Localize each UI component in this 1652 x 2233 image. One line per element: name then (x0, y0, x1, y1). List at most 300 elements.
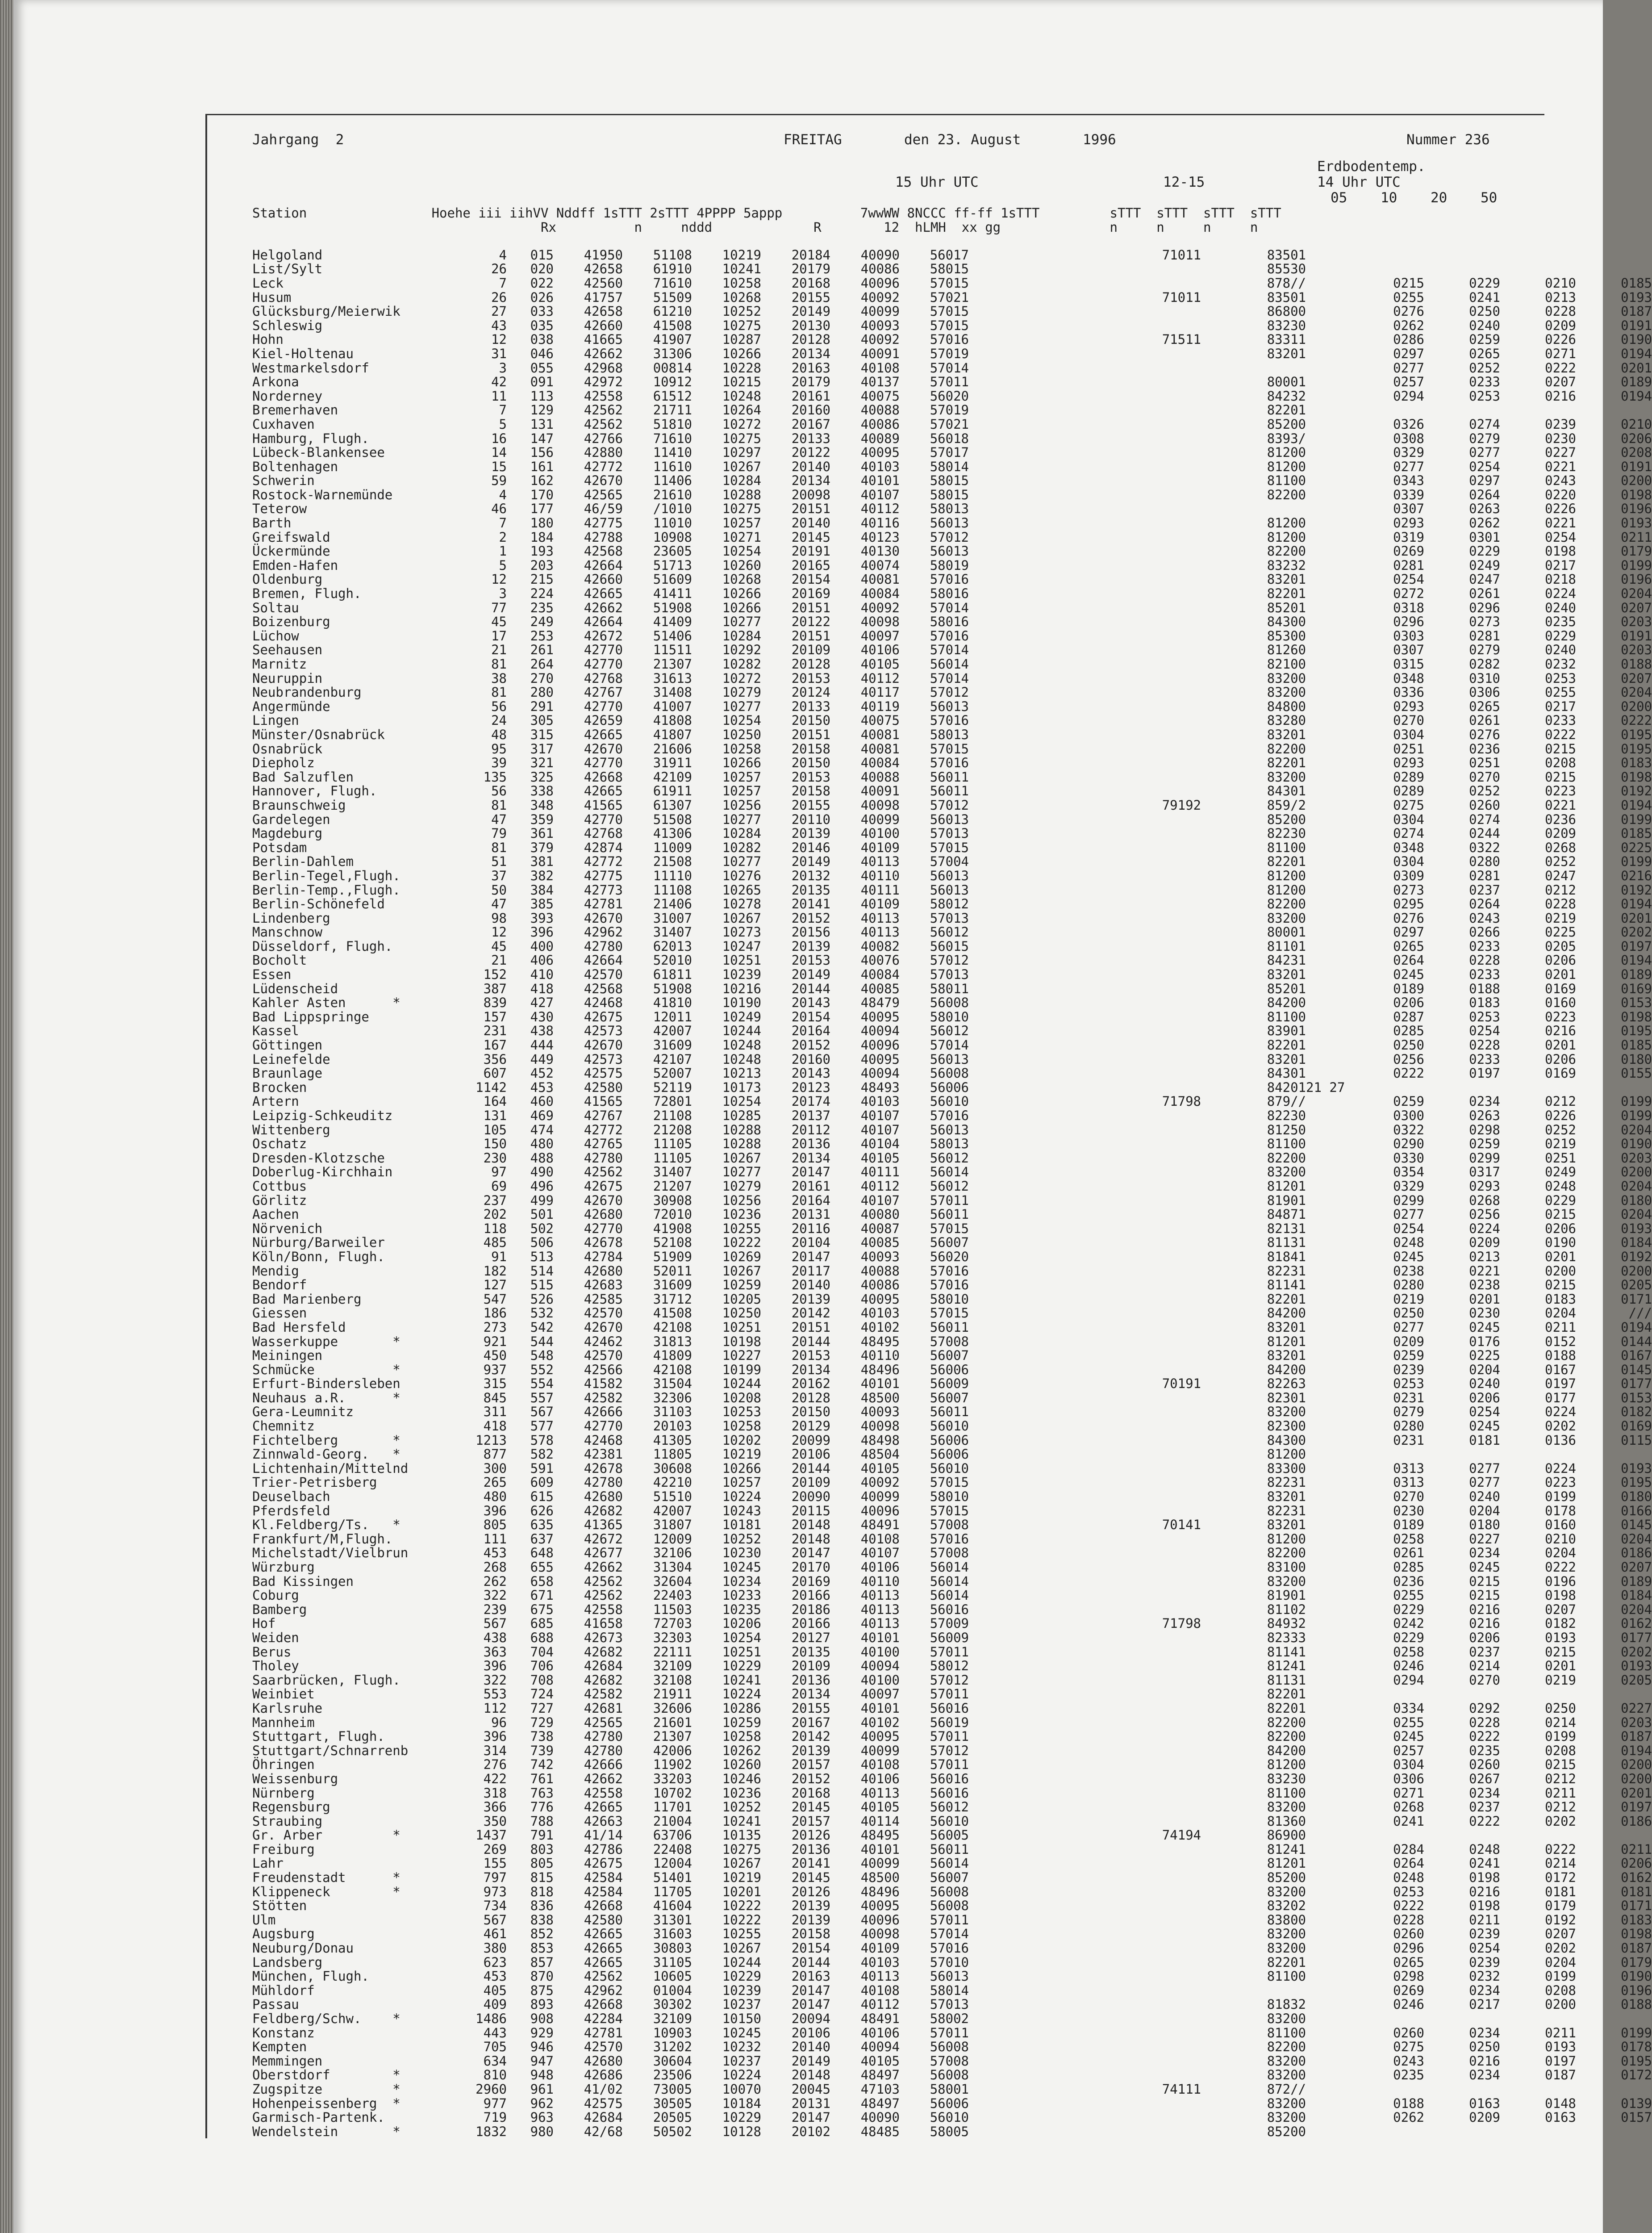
cell-stt50: 0180 (1621, 1192, 1652, 1208)
cell-stt50: 0211 (1621, 1841, 1652, 1857)
cell-5appp: 56013 (930, 811, 969, 827)
cell-1sttt: 10248 (722, 1051, 761, 1067)
cell-hoehe: 3 (499, 586, 507, 602)
cell-iii: 379 (530, 840, 554, 855)
cell-iii: 184 (530, 529, 554, 545)
cell-2sttt: 20140 (791, 515, 830, 531)
erdboden-label: Erdbodentemp. (1317, 159, 1426, 175)
cell-stt10: 0228 (1469, 1037, 1500, 1053)
cell-stt05: 0276 (1393, 910, 1424, 926)
cell-5appp: 57015 (930, 1305, 969, 1321)
cell-iihvv: 41950 (584, 247, 623, 263)
cell-hoehe: 5 (499, 416, 507, 432)
cell-stt50: 0193 (1621, 1221, 1652, 1236)
cell-hoehe: 231 (483, 1023, 507, 1039)
cell-nddff: 31301 (653, 1912, 692, 1928)
cell-4pppp: 40112 (860, 1178, 900, 1194)
cell-iihvv: 42780 (584, 1743, 623, 1758)
cell-iihvv: 42565 (584, 487, 623, 502)
cell-stt05: 0326 (1393, 416, 1424, 432)
cell-nddff: 31807 (653, 1517, 692, 1533)
cell-8nccc: 82201 (1267, 1954, 1306, 1970)
cell-1sttt: 10252 (722, 304, 761, 319)
cell-iihvv: 42673 (584, 1630, 623, 1645)
cell-stt05: 0268 (1393, 1799, 1424, 1815)
cell-stt10: 0216 (1469, 1616, 1500, 1631)
cell-iihvv: 42664 (584, 953, 623, 968)
cell-station: Rostock-Warnemünde (252, 487, 393, 502)
cell-iihvv: 42770 (584, 642, 623, 658)
cell-iii: 203 (530, 557, 554, 573)
cell-2sttt: 20137 (791, 1108, 830, 1124)
cell-iii: 305 (530, 713, 554, 728)
cell-8nccc: 81250 (1267, 1122, 1306, 1137)
table-row (252, 1165, 1652, 1179)
cell-8nccc: 82231 (1267, 1263, 1306, 1279)
cell-stt05: 0261 (1393, 1545, 1424, 1561)
cell-8nccc: 84300 (1267, 614, 1306, 630)
cell-station: Lüdenscheid (252, 981, 338, 996)
cell-station: Klippeneck * (252, 1884, 400, 1899)
cell-1sttt: 10277 (722, 854, 761, 870)
cell-nddff: 31408 (653, 685, 692, 700)
cell-stt10: 0244 (1469, 826, 1500, 841)
cell-5appp: 56011 (930, 1404, 969, 1420)
cell-2sttt: 20147 (791, 1982, 830, 1998)
cell-stt20: 0193 (1545, 2039, 1576, 2055)
cell-5appp: 57016 (930, 332, 969, 347)
cell-hoehe: 877 (483, 1447, 507, 1462)
cell-stt50: 0198 (1621, 1009, 1652, 1025)
cell-2sttt: 20109 (791, 642, 830, 658)
table-row (252, 586, 1652, 601)
cell-8nccc: 82200 (1267, 544, 1306, 559)
cell-hoehe: 265 (483, 1475, 507, 1490)
cell-nddff: 71610 (653, 275, 692, 291)
table-row (252, 925, 1652, 940)
cell-stt50: 0196 (1621, 572, 1652, 587)
cell-5appp: 58013 (930, 501, 969, 517)
cell-1sttt: 10241 (722, 261, 761, 277)
cell-nddff: 51401 (653, 1870, 692, 1886)
cell-iihvv: 42786 (584, 1841, 623, 1857)
cell-5appp: 58014 (930, 1982, 969, 1998)
cell-5appp: 56008 (930, 2067, 969, 2083)
cell-stt10: 0259 (1469, 1136, 1500, 1152)
cell-hoehe: 318 (483, 1785, 507, 1801)
cell-4pppp: 40076 (860, 953, 900, 968)
table-row (252, 1320, 1652, 1334)
cell-station: Bad Lippspringe (252, 1009, 369, 1025)
cell-stt05: 0255 (1393, 289, 1424, 305)
cell-5appp: 56013 (930, 1051, 969, 1067)
cell-station: Bad Kissingen (252, 1573, 354, 1589)
cell-iii: 544 (530, 1334, 554, 1349)
cell-iihvv: 42768 (584, 670, 623, 686)
cell-station: Görlitz (252, 1192, 307, 1208)
cell-2sttt: 20106 (791, 1447, 830, 1462)
cell-iii: 577 (530, 1418, 554, 1434)
cell-4pppp: 40113 (860, 910, 900, 926)
cell-stt20: 0192 (1545, 1912, 1576, 1928)
cell-stt10: 0229 (1469, 275, 1500, 291)
cell-iihvv: 41565 (584, 797, 623, 813)
cell-8nccc: 83280 (1267, 713, 1306, 728)
cell-iii: 870 (530, 1969, 554, 1984)
cell-nddff: 52108 (653, 1235, 692, 1250)
cell-station: Seehausen (252, 642, 323, 658)
cell-1sttt: 10150 (722, 2011, 761, 2027)
cell-iihvv: 41365 (584, 1517, 623, 1533)
cell-2sttt: 20151 (791, 1319, 830, 1335)
cell-iii: 177 (530, 501, 554, 517)
cell-4pppp: 40116 (860, 515, 900, 531)
cell-8nccc: 83901 (1267, 1023, 1306, 1039)
cell-1sttt: 10229 (722, 2110, 761, 2125)
cell-station: Manschnow (252, 924, 323, 940)
cell-iihvv: 42462 (584, 1334, 623, 1349)
cell-stt05: 0339 (1393, 487, 1424, 502)
cell-iihvv: 42659 (584, 713, 623, 728)
cell-hoehe: 5 (499, 557, 507, 573)
cell-nddff: 51508 (653, 811, 692, 827)
cell-2sttt: 20150 (791, 1404, 830, 1420)
table-row (252, 1250, 1652, 1264)
cell-1sttt: 10276 (722, 868, 761, 883)
cell-4pppp: 40109 (860, 1940, 900, 1956)
cell-stt05: 0277 (1393, 459, 1424, 474)
cell-stt05: 0290 (1393, 1136, 1424, 1152)
cell-iii: 348 (530, 797, 554, 813)
cell-stt20: 0212 (1545, 882, 1576, 898)
cell-5appp: 57016 (930, 1531, 969, 1547)
cell-5appp: 57014 (930, 670, 969, 686)
cell-5appp: 57021 (930, 416, 969, 432)
cell-stt50: 0197 (1621, 938, 1652, 954)
station-table (252, 248, 1652, 2139)
table-row (252, 2124, 1652, 2139)
cell-iii: 418 (530, 981, 554, 996)
cell-stt10: 0222 (1469, 1813, 1500, 1829)
cell-4pppp: 40088 (860, 1263, 900, 1279)
cell-stt50: 0189 (1621, 1573, 1652, 1589)
cell-8nccc: 82200 (1267, 1545, 1306, 1561)
cell-stt20: 0207 (1545, 1602, 1576, 1617)
cell-stt20: 0207 (1545, 1926, 1576, 1942)
cell-iii: 385 (530, 896, 554, 912)
cell-station: Hannover, Flugh. (252, 783, 377, 799)
cell-1sttt: 10251 (722, 1319, 761, 1335)
cell-1sttt: 10284 (722, 473, 761, 489)
cell-nddff: 21606 (653, 741, 692, 757)
table-row (252, 502, 1652, 516)
cell-nddff: 30908 (653, 1192, 692, 1208)
cell-iii: 557 (530, 1390, 554, 1405)
cell-iihvv: 42770 (584, 698, 623, 714)
cell-2sttt: 20144 (791, 1460, 830, 1476)
cell-stt20: 0197 (1545, 1376, 1576, 1392)
cell-station: Bremerhaven (252, 402, 338, 418)
cell-station: Öhringen (252, 1757, 315, 1773)
cell-1sttt: 10252 (722, 1531, 761, 1547)
cell-stt05: 0277 (1393, 1207, 1424, 1222)
cell-1sttt: 10267 (722, 1856, 761, 1871)
cell-stt10: 0279 (1469, 431, 1500, 446)
cell-1sttt: 10268 (722, 572, 761, 587)
cell-station: Osnabrück (252, 741, 323, 757)
cell-2sttt: 20133 (791, 698, 830, 714)
cell-stt10: 0217 (1469, 1997, 1500, 2012)
cell-nddff: 41305 (653, 1432, 692, 1448)
cell-2sttt: 20155 (791, 289, 830, 305)
table-row (252, 1024, 1652, 1038)
column-header-2: Rx n nddd R 12 hLMH xx gg n n n n (252, 220, 1258, 235)
cell-4pppp: 40105 (860, 1150, 900, 1166)
cell-station: Lübeck-Blankensee (252, 445, 385, 460)
cell-2sttt: 20098 (791, 487, 830, 502)
cell-8nccc: 84232 (1267, 388, 1306, 404)
cell-iii: 035 (530, 318, 554, 333)
cell-8nccc: 82231 (1267, 1503, 1306, 1518)
cell-iihvv: 42780 (584, 1150, 623, 1166)
cell-2sttt: 20135 (791, 882, 830, 898)
cell-hoehe: 7 (499, 402, 507, 418)
cell-2sttt: 20122 (791, 614, 830, 630)
cell-8nccc: 82201 (1267, 854, 1306, 870)
cell-8nccc: 872// (1267, 2081, 1306, 2097)
cell-station: Feldberg/Schw. * (252, 2011, 400, 2027)
cell-hoehe: 567 (483, 1616, 507, 1631)
cell-stt50: 0193 (1621, 289, 1652, 305)
cell-stt50: 0194 (1621, 388, 1652, 404)
cell-stt10: 0293 (1469, 1178, 1500, 1194)
cell-1sttt: 10070 (722, 2081, 761, 2097)
cell-stt20: 0202 (1545, 1418, 1576, 1434)
cell-4pppp: 48496 (860, 1362, 900, 1377)
cell-stt05: 0231 (1393, 1432, 1424, 1448)
cell-8nccc: 81102 (1267, 1602, 1306, 1617)
cell-5appp: 57013 (930, 910, 969, 926)
cell-hoehe: 973 (483, 1884, 507, 1899)
cell-iihvv: 42585 (584, 1291, 623, 1307)
cell-stt50: 0200 (1621, 1771, 1652, 1786)
cell-stt05: 0188 (1393, 2095, 1424, 2111)
cell-hoehe: 396 (483, 1658, 507, 1674)
cell-station: Freiburg (252, 1841, 315, 1857)
cell-stt50: /// (1628, 1305, 1652, 1321)
cell-8nccc: 82230 (1267, 1108, 1306, 1124)
cell-station: Oschatz (252, 1136, 307, 1152)
cell-stt20: 0268 (1545, 840, 1576, 855)
cell-2sttt: 20090 (791, 1489, 830, 1505)
table-row (252, 1038, 1652, 1052)
cell-1sttt: 10260 (722, 557, 761, 573)
cell-iihvv: 42575 (584, 2095, 623, 2111)
cell-2sttt: 20147 (791, 1997, 830, 2012)
cell-4pppp: 40096 (860, 1912, 900, 1928)
cell-stt20: 0201 (1545, 967, 1576, 983)
table-row (252, 883, 1652, 897)
cell-stt05: 0285 (1393, 1023, 1424, 1039)
table-row (252, 1433, 1652, 1447)
cell-stt05: 0308 (1393, 431, 1424, 446)
cell-8nccc: 82333 (1267, 1630, 1306, 1645)
cell-4pppp: 40098 (860, 1418, 900, 1434)
cell-hoehe: 380 (483, 1940, 507, 1956)
cell-hoehe: 47 (491, 896, 507, 912)
cell-iii: 788 (530, 1813, 554, 1829)
cell-1sttt: 10264 (722, 402, 761, 418)
cell-nddff: 31712 (653, 1291, 692, 1307)
cell-stt50: 0184 (1621, 1235, 1652, 1250)
table-row (252, 615, 1652, 629)
cell-hoehe: 24 (491, 713, 507, 728)
cell-nddff: 42108 (653, 1319, 692, 1335)
cell-nddff: 51609 (653, 572, 692, 587)
cell-2sttt: 20115 (791, 1503, 830, 1518)
cell-iii: 818 (530, 1884, 554, 1899)
cell-4pppp: 48500 (860, 1390, 900, 1405)
cell-stt10: 0235 (1469, 1743, 1500, 1758)
cell-station: Landsberg (252, 1954, 323, 1970)
cell-1sttt: 10227 (722, 1348, 761, 1363)
cell-stt50: 0171 (1621, 1291, 1652, 1307)
cell-stt10: 0239 (1469, 1954, 1500, 1970)
cell-stt50: 0172 (1621, 2067, 1652, 2083)
cell-iii: 131 (530, 416, 554, 432)
cell-stt05: 0329 (1393, 445, 1424, 460)
table-row (252, 558, 1652, 573)
cell-station: Hohn (252, 332, 284, 347)
cell-4pppp: 40099 (860, 304, 900, 319)
cell-iihvv: 42682 (584, 1503, 623, 1518)
cell-stt20: 0211 (1545, 1785, 1576, 1801)
cell-stt05: 0269 (1393, 544, 1424, 559)
cell-2sttt: 20134 (791, 1686, 830, 1702)
cell-stt20: 0181 (1545, 1884, 1576, 1899)
cell-stt20: 0182 (1545, 1616, 1576, 1631)
cell-2sttt: 20151 (791, 628, 830, 644)
cell-2sttt: 20122 (791, 445, 830, 460)
cell-8nccc: 85200 (1267, 2124, 1306, 2139)
cell-4pppp: 40091 (860, 346, 900, 361)
cell-stt10: 0245 (1469, 1319, 1500, 1335)
cell-stt05: 0354 (1393, 1164, 1424, 1180)
table-row (252, 1419, 1652, 1433)
cell-hoehe: 2960 (476, 2081, 507, 2097)
cell-stt20: 0206 (1545, 1051, 1576, 1067)
cell-stt20: 0216 (1545, 1023, 1576, 1039)
cell-2sttt: 20145 (791, 529, 830, 545)
cell-stt50: 0187 (1621, 304, 1652, 319)
cell-stt10: 0236 (1469, 741, 1500, 757)
erdboden-time: 14 Uhr UTC (1317, 174, 1401, 190)
cell-8nccc: 81100 (1267, 1785, 1306, 1801)
cell-stt50: 0199 (1621, 1108, 1652, 1124)
cell-stt50: 0178 (1621, 2039, 1652, 2055)
cell-8nccc: 82200 (1267, 741, 1306, 757)
cell-station: Coburg (252, 1588, 299, 1603)
table-row (252, 445, 1652, 460)
cell-station: Neuhaus a.R. * (252, 1390, 400, 1405)
cell-stt20: 0199 (1545, 1489, 1576, 1505)
cell-5appp: 58005 (930, 2124, 969, 2139)
table-row (252, 1010, 1652, 1024)
cell-2sttt: 20149 (791, 854, 830, 870)
cell-stt50: 0153 (1621, 1390, 1652, 1405)
cell-5appp: 57015 (930, 741, 969, 757)
cell-stt20: 0208 (1545, 1743, 1576, 1758)
cell-8nccc: 81200 (1267, 882, 1306, 898)
cell-8nccc: 83200 (1267, 1164, 1306, 1180)
cell-station: Emden-Hafen (252, 557, 338, 573)
cell-1sttt: 10255 (722, 1926, 761, 1942)
cell-stt10: 0239 (1469, 1926, 1500, 1942)
cell-5appp: 56006 (930, 1447, 969, 1462)
cell-5appp: 56010 (930, 2110, 969, 2125)
cell-8nccc: 82201 (1267, 1037, 1306, 1053)
cell-1sttt: 10181 (722, 1517, 761, 1533)
cell-4pppp: 40075 (860, 713, 900, 728)
cell-5appp: 57015 (930, 1503, 969, 1518)
cell-stt20: 0196 (1545, 1573, 1576, 1589)
cell-station: Düsseldorf, Flugh. (252, 938, 393, 954)
cell-stt20: 0232 (1545, 657, 1576, 672)
cell-2sttt: 20135 (791, 1644, 830, 1660)
cell-stt05: 0279 (1393, 1404, 1424, 1420)
cell-8nccc: 85200 (1267, 811, 1306, 827)
cell-2sttt: 20147 (791, 1249, 830, 1264)
cell-2sttt: 20161 (791, 388, 830, 404)
cell-hoehe: 623 (483, 1954, 507, 1970)
cell-5appp: 56006 (930, 1432, 969, 1448)
cell-stt05: 0277 (1393, 360, 1424, 376)
cell-stt50: 0191 (1621, 628, 1652, 644)
cell-2sttt: 20145 (791, 1870, 830, 1886)
cell-4pppp: 40095 (860, 1051, 900, 1067)
cell-8nccc: 81241 (1267, 1658, 1306, 1674)
cell-8nccc: 84231 (1267, 953, 1306, 968)
cell-2sttt: 20164 (791, 1192, 830, 1208)
cell-5appp: 56013 (930, 868, 969, 883)
cell-hoehe: 311 (483, 1404, 507, 1420)
cell-stt05: 0295 (1393, 896, 1424, 912)
cell-5appp: 57011 (930, 1729, 969, 1744)
cell-5appp: 57012 (930, 1672, 969, 1688)
cell-4pppp: 40080 (860, 1207, 900, 1222)
table-row (252, 1744, 1652, 1758)
cell-2sttt: 20154 (791, 572, 830, 587)
cell-8nccc: 83300 (1267, 1460, 1306, 1476)
cell-4pppp: 40087 (860, 1221, 900, 1236)
cell-nddff: 21601 (653, 1714, 692, 1730)
cell-station: Potsdam (252, 840, 307, 855)
cell-hoehe: 79 (491, 826, 507, 841)
cell-iii: 908 (530, 2011, 554, 2027)
cell-2sttt: 20134 (791, 1150, 830, 1166)
cell-4pppp: 40109 (860, 896, 900, 912)
cell-8nccc: 81101 (1267, 938, 1306, 954)
cell-stt05: 0229 (1393, 1602, 1424, 1617)
cell-station: Arkona (252, 374, 299, 390)
cell-8nccc: 81200 (1267, 1531, 1306, 1547)
cell-iihvv: 41757 (584, 289, 623, 305)
cell-1sttt: 10287 (722, 332, 761, 347)
cell-nddff: 42210 (653, 1475, 692, 1490)
cell-stt20: 0250 (1545, 1700, 1576, 1716)
cell-5appp: 58010 (930, 1291, 969, 1307)
cell-iii: 430 (530, 1009, 554, 1025)
